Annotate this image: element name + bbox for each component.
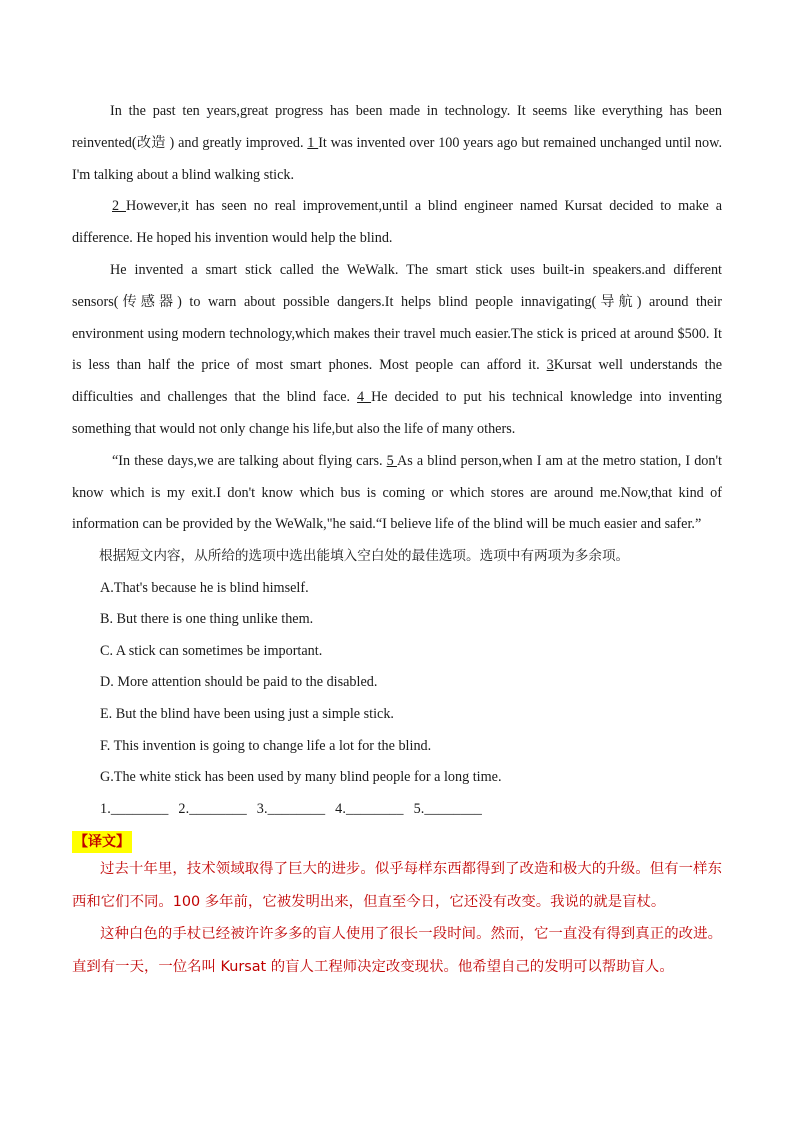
answer-1: 1.________ (100, 800, 169, 817)
option-e: E. But the blind have been using just a simple stick. (100, 706, 394, 723)
option-b: B. But there is one thing unlike them. (100, 611, 314, 628)
translation-tag: 【译文】 (72, 831, 132, 853)
option-d: D. More attention should be paid to the disabled. (100, 674, 378, 691)
paragraph-2 (72, 191, 722, 255)
answer-5: 5.________ (413, 800, 482, 817)
option-g: G.The white stick has been used by many blind people for a long time. (100, 769, 502, 786)
answer-blanks (72, 794, 722, 826)
answer-3: 3.________ (256, 800, 326, 817)
p3-text-c: He decided to put his technical knowledge into inventing something that would not only change his life,but also the life of many others. (72, 389, 723, 437)
p4-text-a: “In these days,we are talking about flying cars. (112, 452, 387, 469)
option-a: A.That's because he is blind himself. (100, 579, 309, 596)
p3-text-a: He invented a smart stick called the WeWalk. The smart stick uses built-in speakers.and different sensors(传感器) to warn about possible dangers.It helps blind people innavigating(导航) around their environment using modern technology,which makes their travel much easier.The stick is priced at around $500. It is less than half the price of most smart phones. Most people can afford it. (72, 261, 722, 374)
option-c: C. A stick can sometimes be important. (100, 642, 323, 659)
option-f: F. This invention is going to change life a lot for the blind. (100, 737, 432, 754)
blank-1: 1 (307, 134, 319, 151)
blank-3: 3 (546, 357, 554, 374)
p3-text-b: Kursat well understands the difficulties and challenges that the blind face. (72, 357, 722, 406)
paragraph-1 (72, 96, 722, 191)
options-list (72, 573, 722, 794)
answer-2: 2.________ (178, 800, 247, 817)
p1-text-a: In the past ten years,great progress has been made in technology. It seems like everything has been reinvented(改造 ) and greatly improved. (72, 103, 722, 151)
translation-paragraph-1: 过去十年里，技术领域取得了巨大的进步。似乎每样东西都得到了改造和极大的升级。但有一样东西和它们不同。100 多年前，它被发明出来，但直至今日，它还没有改变。我说的就是盲杖。 (72, 861, 722, 910)
translation-section (72, 825, 722, 983)
p2-text: However,it has seen no real improvement,until a blind engineer named Kursat decided to make a difference. He hoped his invention would help the blind. (72, 198, 723, 247)
answer-4: 4.________ (335, 800, 404, 817)
blank-5: 5 (386, 452, 398, 469)
paragraph-4 (72, 446, 722, 541)
p1-text-b: It was invented over 100 years ago but remained unchanged until now. I'm talking about a blind walking stick. (72, 134, 722, 183)
question-instruction: 根据短文内容，从所给的选项中选出能填入空白处的最佳选项。选项中有两项为多余项。 (99, 548, 630, 565)
blank-4: 4 (357, 389, 372, 406)
p4-text-b: As a blind person,when I am at the metro station, I don't know which is my exit.I don't know which bus is coming or which stores are around me.Now,that kind of information can be provided by the WeWalk,"he said.“I believe life of the blind will be much easier and safer.” (72, 452, 722, 533)
worksheet-page (72, 96, 722, 983)
translation-paragraph-2: 这种白色的手杖已经被许许多多的盲人使用了很长一段时间。然而，它一直没有得到真正的改进。直到有一天，一位名叫 Kursat 的盲人工程师决定改变现状。他希望自己的发明可以帮助盲人。 (72, 926, 722, 975)
blank-2: 2 (112, 198, 126, 215)
paragraph-3 (72, 255, 722, 446)
